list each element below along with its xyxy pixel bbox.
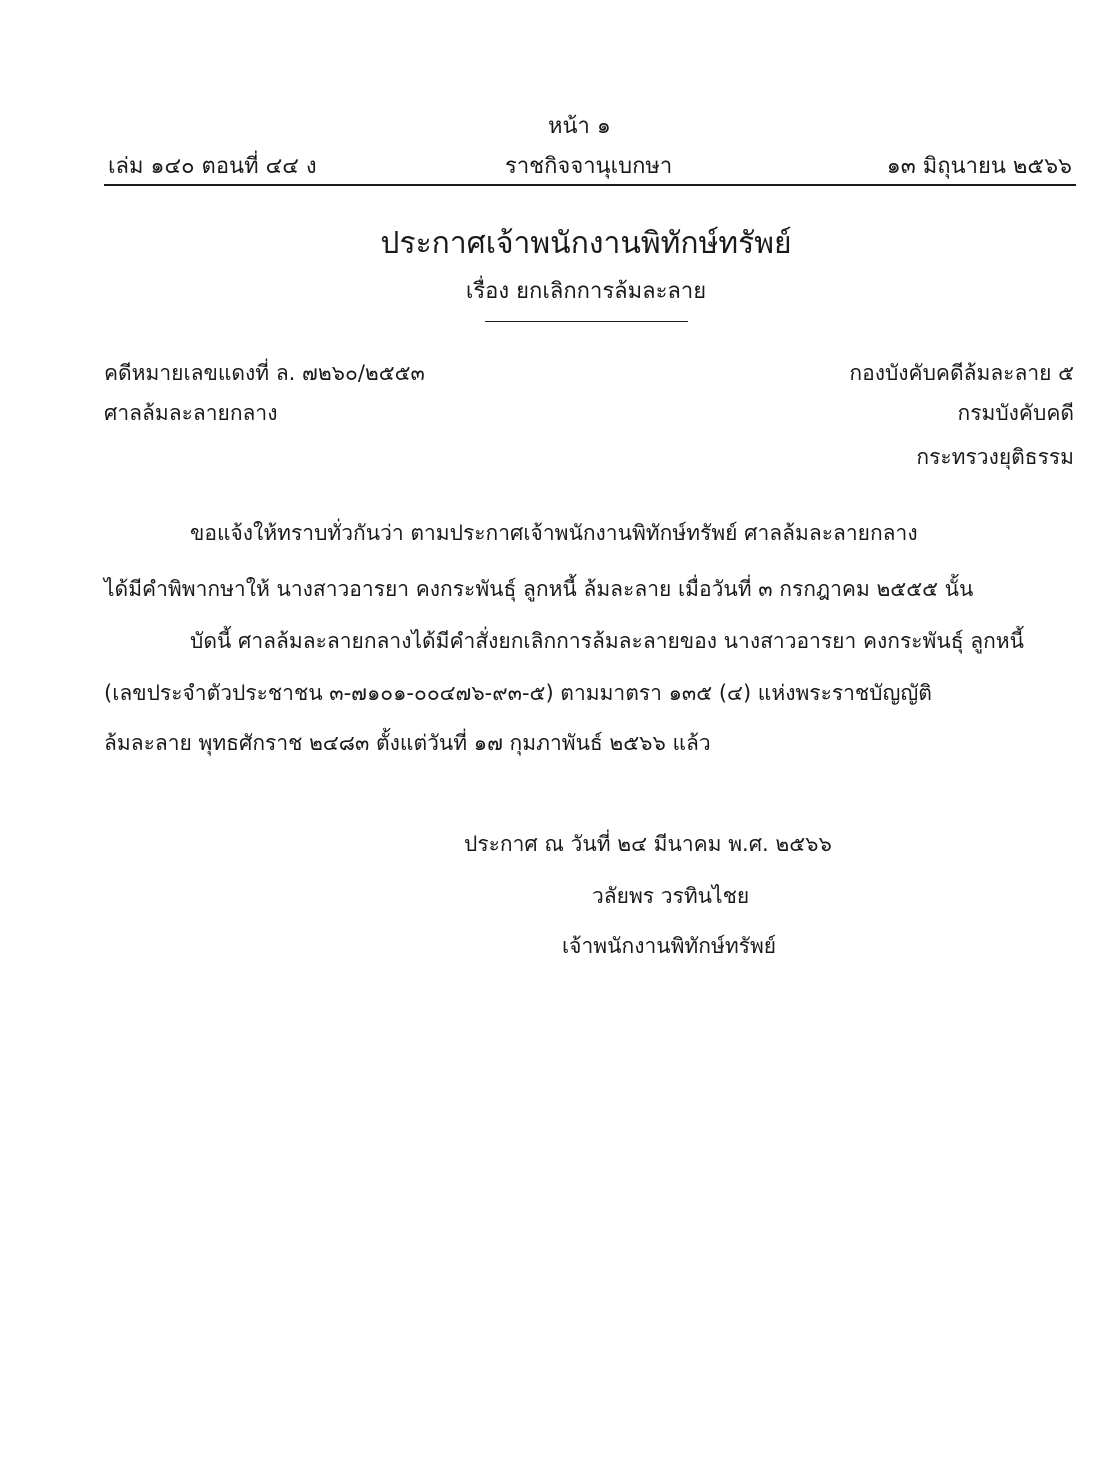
announcement-date: ประกาศ ณ วันที่ ๒๔ มีนาคม พ.ศ. ๒๕๖๖: [464, 832, 832, 856]
signatory-position: เจ้าพนักงานพิทักษ์ทรัพย์: [562, 934, 777, 958]
announcement-title: ประกาศเจ้าพนักงานพิทักษ์ทรัพย์: [380, 226, 792, 261]
signatory-name: วลัยพร วรทินไชย: [592, 884, 750, 908]
paragraph-2-line-3: ล้มละลาย พุทธศักราช ๒๔๘๓ ตั้งแต่วันที่ ๑๗ กุมภาพันธ์ ๒๕๖๖ แล้ว: [104, 731, 711, 755]
page-number: หน้า ๑: [548, 114, 611, 139]
department-name: กรมบังคับคดี: [957, 401, 1074, 425]
announcement-subject: เรื่อง ยกเลิกการล้มละลาย: [465, 279, 707, 304]
paragraph-1-line-2: ได้มีคำพิพากษาให้ นางสาวอารยา คงกระพันธุ์ ลูกหนี้ ล้มละลาย เมื่อวันที่ ๓ กรกฎาคม ๒๕๕๕ นั้น: [104, 577, 974, 601]
gazette-volume: เล่ม ๑๔๐ ตอนที่ ๔๔ ง: [108, 154, 317, 179]
ministry-name: กระทรวงยุติธรรม: [916, 445, 1074, 469]
issue-date: ๑๓ มิถุนายน ๒๕๖๖: [886, 154, 1072, 179]
gazette-name: ราชกิจจานุเบกษา: [505, 154, 673, 179]
title-divider: [485, 321, 688, 322]
case-number: คดีหมายเลขแดงที่ ล. ๗๒๖๐/๒๕๕๓: [104, 361, 425, 385]
enforcement-office: กองบังคับคดีล้มละลาย ๕: [849, 361, 1074, 385]
paragraph-1-line-1: ขอแจ้งให้ทราบทั่วกันว่า ตามประกาศเจ้าพนักงานพิทักษ์ทรัพย์ ศาลล้มละลายกลาง: [190, 521, 918, 545]
header-divider: [104, 184, 1076, 186]
court-name: ศาลล้มละลายกลาง: [104, 401, 278, 425]
paragraph-2-line-2: (เลขประจำตัวประชาชน ๓-๗๑๐๑-๐๐๔๗๖-๙๓-๕) ตามมาตรา ๑๓๕ (๔) แห่งพระราชบัญญัติ: [104, 681, 932, 705]
paragraph-2-line-1: บัดนี้ ศาลล้มละลายกลางได้มีคำสั่งยกเลิกการล้มละลายของ นางสาวอารยา คงกระพันธุ์ ลูกหนี้: [190, 629, 1024, 653]
